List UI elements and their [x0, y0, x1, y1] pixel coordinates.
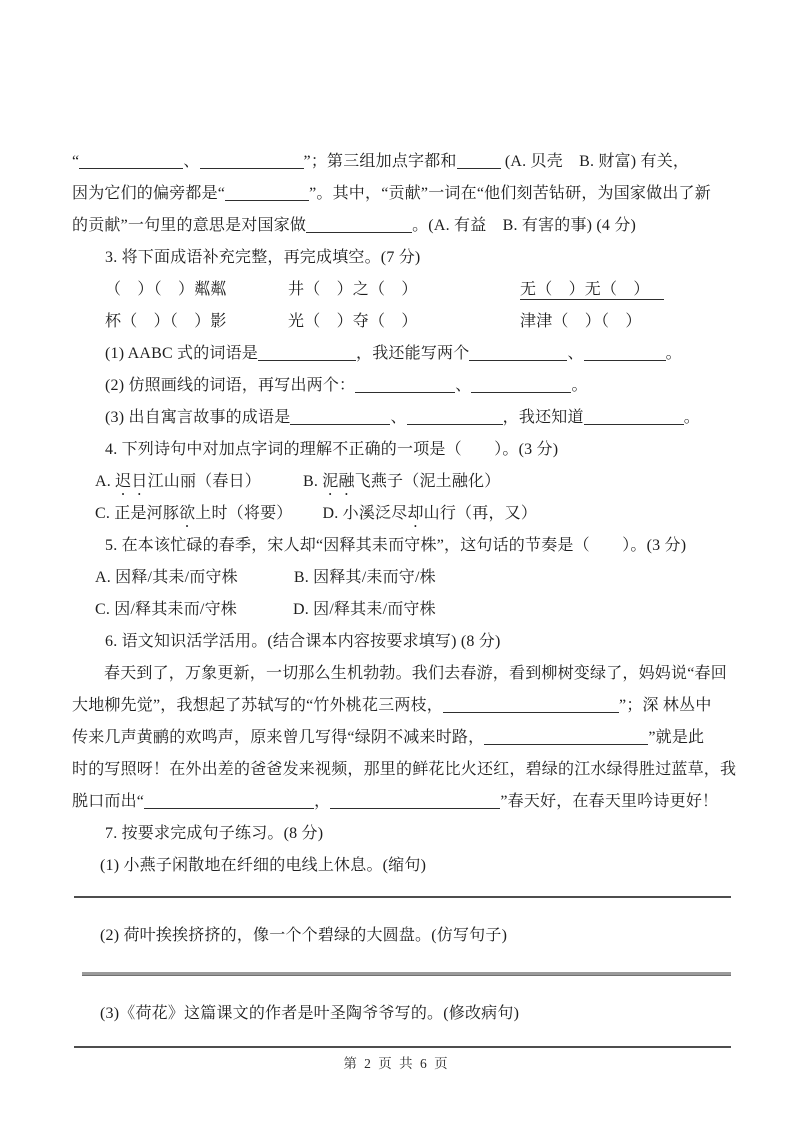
text-segment: (3)《荷花》这篇课文的作者是叶圣陶爷爷写的。(修改病句) — [100, 1005, 520, 1022]
text-segment: C. 正是河豚 — [95, 505, 180, 522]
text-segment: 井（ ）之（ ） — [288, 281, 418, 298]
text-segment: 。 — [683, 409, 700, 426]
text-segment: D. 因/释其耒/而守株 — [292, 601, 436, 618]
fill-in-blank-line — [469, 342, 567, 361]
fill-in-blank-line — [584, 342, 666, 361]
text-segment: (3) 出自寓言故事的成语是 — [105, 409, 291, 426]
text-segment: (2) 荷叶挨挨挤挤的，像一个个碧绿的大圆盘。(仿写句子) — [100, 927, 508, 944]
fill-in-blank-line — [306, 214, 412, 233]
q5-heading — [72, 530, 731, 562]
text-segment: ”春天好，在春天里吟诗更好！ — [500, 793, 719, 810]
q3-item-3 — [72, 402, 731, 434]
fill-in-blank-line — [471, 374, 571, 393]
text-segment: C. 因/释其耒而/守株 — [95, 601, 237, 618]
text-segment: 脱口而出“ — [72, 793, 145, 810]
q4-options-ab — [72, 466, 731, 498]
text-segment: B. 因释其/耒而守/株 — [293, 569, 436, 586]
q6-paragraph-line-1 — [72, 658, 731, 690]
text-segment: 杯（ ）（ ）影 — [105, 313, 227, 330]
dotted-emphasis-text: 迟日 — [115, 473, 148, 490]
text-segment: 因为它们的偏旁都是“ — [72, 185, 226, 202]
text-segment: (2) 仿照画线的词语，再写出两个： — [105, 377, 356, 394]
text-segment: 。 — [571, 377, 588, 394]
q7-item-3 — [72, 998, 731, 1030]
text-segment: ，我还知道 — [502, 409, 584, 426]
q7-item-1 — [72, 850, 731, 882]
text-segment: 的贡献”一句里的意思是对国家做 — [72, 217, 307, 234]
underlined-idiom: 无（ ）无（ ） — [520, 281, 664, 300]
text-segment: A. — [95, 473, 116, 490]
dotted-emphasis-text: 却 — [407, 505, 424, 522]
text-segment: 6. 语文知识活学活用。(结合课本内容按要求填写) (8 分) — [105, 633, 501, 650]
text-segment: 飞燕子（泥土融化） — [354, 473, 501, 490]
text-segment: 。 — [665, 345, 682, 362]
fill-in-blank-line — [584, 406, 684, 425]
text-segment: 。(A. 有益 B. 有害的事) (4 分) — [412, 217, 637, 234]
page-footer: 第 2 页 共 6 页 — [343, 1056, 450, 1071]
q4-options-cd — [72, 498, 731, 530]
exam-content — [72, 146, 737, 1048]
fill-in-blank-line — [330, 790, 500, 809]
text-segment: (1) 小燕子闲散地在纤细的电线上休息。(缩句) — [100, 857, 427, 874]
text-segment: （ ）（ ）粼粼 — [105, 281, 227, 298]
fill-in-blank-line — [200, 150, 304, 169]
text-segment: 、 — [183, 153, 200, 170]
fill-in-blank-line — [443, 694, 619, 713]
dotted-emphasis-text: 泥融 — [322, 473, 355, 490]
q3-idiom-row-2 — [72, 306, 731, 338]
q3-idiom-row-1 — [72, 274, 731, 306]
text-segment: 光（ ）夺（ ） — [288, 313, 418, 330]
text-segment: 江山丽（春日） — [147, 473, 261, 490]
text-segment: ”。其中，“贡献”一词在“他们刻苦钻研，为国家做出了新 — [309, 185, 711, 202]
text-segment: 4. 下列诗句中对加点字词的理解不正确的一项是（ ）。(3 分) — [105, 441, 559, 458]
q4-heading — [72, 434, 731, 466]
answer-rule-3 — [74, 1046, 731, 1048]
q2-continuation-line-3 — [72, 210, 731, 242]
text-segment: ”就是此 — [648, 729, 705, 746]
text-segment: 山行（再，又） — [423, 505, 538, 522]
text-segment: A. 因释/其耒/而守株 — [95, 569, 238, 586]
fill-in-blank-line — [79, 150, 183, 169]
fill-in-blank-line — [407, 406, 503, 425]
fill-in-blank-line — [258, 342, 356, 361]
q6-paragraph-line-4 — [72, 754, 737, 786]
q6-heading — [72, 626, 731, 658]
spacer — [238, 581, 294, 582]
spacer — [237, 613, 293, 614]
answer-rule-1 — [74, 896, 731, 898]
q5-options-ab — [72, 562, 731, 594]
text-segment: 春天到了，万象更新，一切那么生机勃勃。我们去春游，看到柳树变绿了，妈妈说“春回 — [104, 665, 727, 682]
text-segment: 上时（将要） — [195, 505, 293, 522]
fill-in-blank-line — [290, 406, 390, 425]
text-segment: 、 — [455, 377, 472, 394]
text-segment: ”；深 林丛中 — [619, 697, 712, 714]
text-segment: 5. 在本该忙碌的春季，宋人却“因释其耒而守株”，这句话的节奏是（ ）。(3 分) — [105, 537, 687, 554]
spacer — [261, 485, 303, 486]
q3-heading — [72, 242, 731, 274]
text-segment: ”；第三组加点字都和 — [303, 153, 457, 170]
q2-continuation-line-2 — [72, 178, 731, 210]
q7-item-2 — [72, 920, 731, 952]
text-segment: (A. 贝壳 B. 财富) 有关， — [500, 153, 690, 170]
text-segment: 津津（ ）（ ） — [520, 313, 642, 330]
q6-paragraph-line-2 — [72, 690, 731, 722]
q2-continuation-line-1 — [72, 146, 731, 178]
q3-item-2 — [72, 370, 731, 402]
q5-options-cd — [72, 594, 731, 626]
q6-paragraph-line-3 — [72, 722, 731, 754]
text-segment: “ — [72, 153, 80, 170]
text-segment: 、 — [390, 409, 407, 426]
text-segment: 、 — [567, 345, 584, 362]
text-segment: 传来几声黄鹂的欢鸣声，原来曾几写得“绿阴不减来时路， — [72, 729, 485, 746]
fill-in-blank-line — [484, 726, 648, 745]
dotted-emphasis-text: 欲 — [179, 505, 196, 522]
text-segment: ，我还能写两个 — [356, 345, 470, 362]
fill-in-blank-line — [355, 374, 455, 393]
answer-rule-2 — [82, 972, 731, 976]
text-segment: ， — [314, 793, 331, 810]
fill-in-blank-line — [457, 150, 501, 169]
text-segment: 时的写照呀！在外出差的爸爸发来视频，那里的鲜花比火还红，碧绿的江水绿得胜过蓝草，我 — [72, 761, 737, 778]
fill-in-blank-line — [225, 182, 309, 201]
q7-heading — [72, 818, 731, 850]
text-segment: B. — [302, 473, 323, 490]
fill-in-blank-line — [144, 790, 314, 809]
text-segment: 7. 按要求完成句子练习。(8 分) — [105, 825, 324, 842]
text-segment: 3. 将下面成语补充完整，再完成填空。(7 分) — [105, 249, 421, 266]
q6-paragraph-line-5 — [72, 786, 731, 818]
text-segment: 大地柳先觉”，我想起了苏轼写的“竹外桃花三两枝， — [72, 697, 444, 714]
spacer — [292, 517, 322, 518]
q3-item-1 — [72, 338, 731, 370]
text-segment: (1) AABC 式的词语是 — [105, 345, 259, 362]
text-segment: D. 小溪泛尽 — [322, 505, 408, 522]
